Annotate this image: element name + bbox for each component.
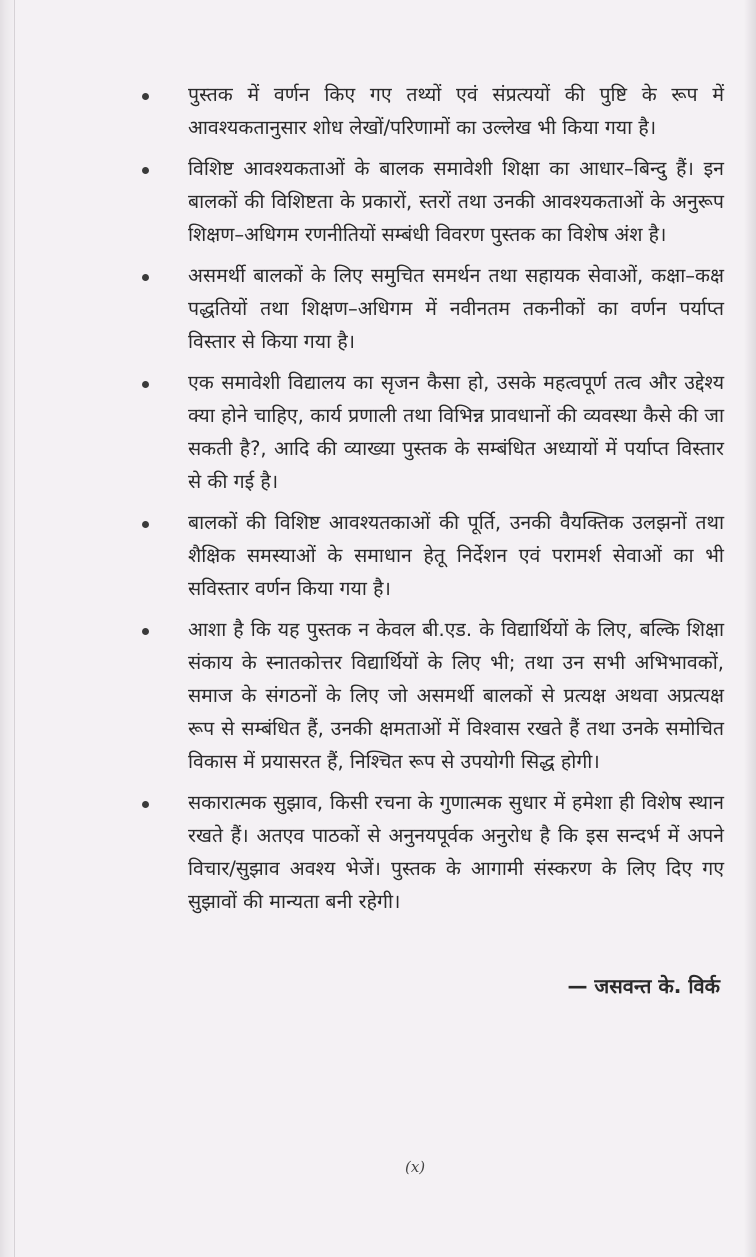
bullet-text: बालकों की विशिष्ट आवश्यतकाओं की पूर्ति, उनकी वैयक्तिक उलझनों तथा शैक्षिक समस्याओं के समाधान हेतू निर्देशन एवं परामर्श सेवाओं का भी सविस्तार वर्णन किया गया है। — [188, 511, 724, 600]
bullet-text: विशिष्ट आवश्यकताओं के बालक समावेशी शिक्षा का आधार–बिन्दु हैं। इन बालकों की विशिष्टता के प्रकारों, स्तरों तथा उनकी आवश्यकताओं के अनुरूप शिक्षण–अधिगम रणनीतियों सम्बंधी विवरण पुस्तक का विशेष अंश है। — [188, 157, 724, 246]
list-item — [140, 786, 724, 918]
bullet-icon — [142, 274, 149, 281]
bullet-text: असमर्थी बालकों के लिए समुचित समर्थन तथा सहायक सेवाओं, कक्षा–कक्ष पद्धतियों तथा शिक्षण–अधिगम में नवीनतम तकनीकों का वर्णन पर्याप्त विस्तार से किया गया है। — [188, 264, 724, 353]
list-item — [140, 366, 724, 498]
list-item — [140, 506, 724, 605]
bullet-text: एक समावेशी विद्यालय का सृजन कैसा हो, उसके महत्वपूर्ण तत्व और उद्देश्य क्या होने चाहिए, कार्य प्रणाली तथा विभिन्न प्रावधानों की व्यवस्था कैसे की जा सकती है?, आदि की व्याख्या पुस्तक के सम्बंधित अध्यायों में पर्याप्त विस्तार से की गई है। — [188, 371, 724, 493]
bullet-list — [140, 78, 724, 918]
page-number: (x) — [405, 1158, 426, 1176]
bullet-icon — [142, 167, 149, 174]
list-item — [140, 613, 724, 778]
bullet-icon — [142, 521, 149, 528]
page-binding-line — [14, 0, 15, 1257]
bullet-icon — [142, 801, 149, 808]
page-right-edge — [744, 0, 756, 1257]
bullet-text: आशा है कि यह पुस्तक न केवल बी.एड. के विद्यार्थियों के लिए, बल्कि शिक्षा संकाय के स्नातकोत्तर विद्यार्थियों के लिए भी; तथा उन सभी अभिभावकों, समाज के संगठनों के लिए जो असमर्थी बालकों से प्रत्यक्ष अथवा अप्रत्यक्ष रूप से सम्बंधित हैं, उनकी क्षमताओं में विश्वास रखते हैं तथा उनके समोचित विकास में प्रयासरत हैं, निश्चित रूप से उपयोगी सिद्ध होगी। — [188, 618, 724, 773]
bullet-icon — [142, 381, 149, 388]
list-item — [140, 259, 724, 358]
author-signature: — जसवन्त के. विर्क — [567, 974, 720, 998]
bullet-text: पुस्तक में वर्णन किए गए तथ्यों एवं संप्रत्ययों की पुष्टि के रूप में आवश्यकतानुसार शोध लेखों/परिणामों का उल्लेख भी किया गया है। — [188, 83, 724, 139]
list-item — [140, 78, 724, 144]
page-content — [140, 78, 724, 926]
list-item — [140, 152, 724, 251]
bullet-icon — [142, 628, 149, 635]
bullet-text: सकारात्मक सुझाव, किसी रचना के गुणात्मक सुधार में हमेशा ही विशेष स्थान रखते हैं। अतएव पाठकों से अनुनयपूर्वक अनुरोध है कि इस सन्दर्भ में अपने विचार/सुझाव अवश्य भेजें। पुस्तक के आगामी संस्करण के लिए दिए गए सुझावों की मान्यता बनी रहेगी। — [188, 791, 724, 913]
bullet-icon — [142, 93, 149, 100]
